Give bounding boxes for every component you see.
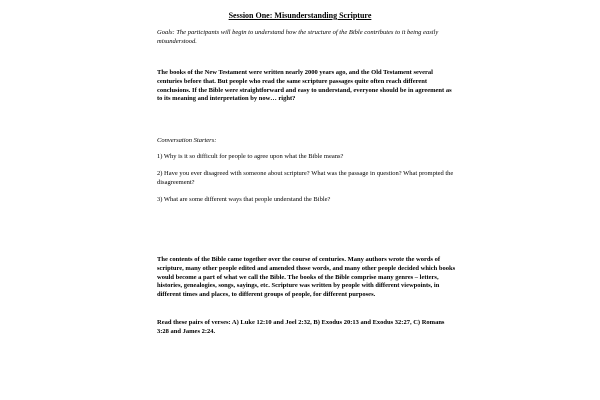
question-1: 1) Why is it so difficult for people to agree upon what the Bible means? [157, 153, 344, 160]
conversation-starters-heading: Conversation Starters: [157, 137, 217, 144]
contents-paragraph: The contents of the Bible came together over the course of centuries. Many authors wrote the words of scripture, many other people edited and amended those words, and many other people decided which books would become a part of what we call the Bible. The books of the Bible comprise many genres – letters, histories, genealogies, songs, sayings, etc. Scripture was written by people with different viewpoints, in different times and places, to different groups of people, for different purposes. [157, 256, 456, 299]
question-3: 3) What are some different ways that people understand the Bible? [157, 196, 331, 203]
goals-paragraph: Goals: The participants will begin to understand how the structure of the Bible contributes to it being easily misunderstood. [157, 29, 439, 45]
read-verses-paragraph: Read these pairs of verses: A) Luke 12:10 and Joel 2:32, B) Exodus 20:13 and Exodus 32:27, C) Romans 3:28 and James 2:24. [157, 319, 445, 335]
intro-paragraph: The books of the New Testament were written nearly 2000 years ago, and the Old Testament several centuries before that. But people who read the same scripture passages quite often reach different conclusions. If the Bible were straightforward and easy to understand, everyone should be in agreement as to its meaning and interpretation by now… right? [157, 69, 452, 103]
question-2: 2) Have you ever disagreed with someone about scripture? What was the passage in question? What prompted the disagreement? [157, 170, 454, 186]
page-title: Session One: Misunderstanding Scripture [228, 11, 372, 20]
